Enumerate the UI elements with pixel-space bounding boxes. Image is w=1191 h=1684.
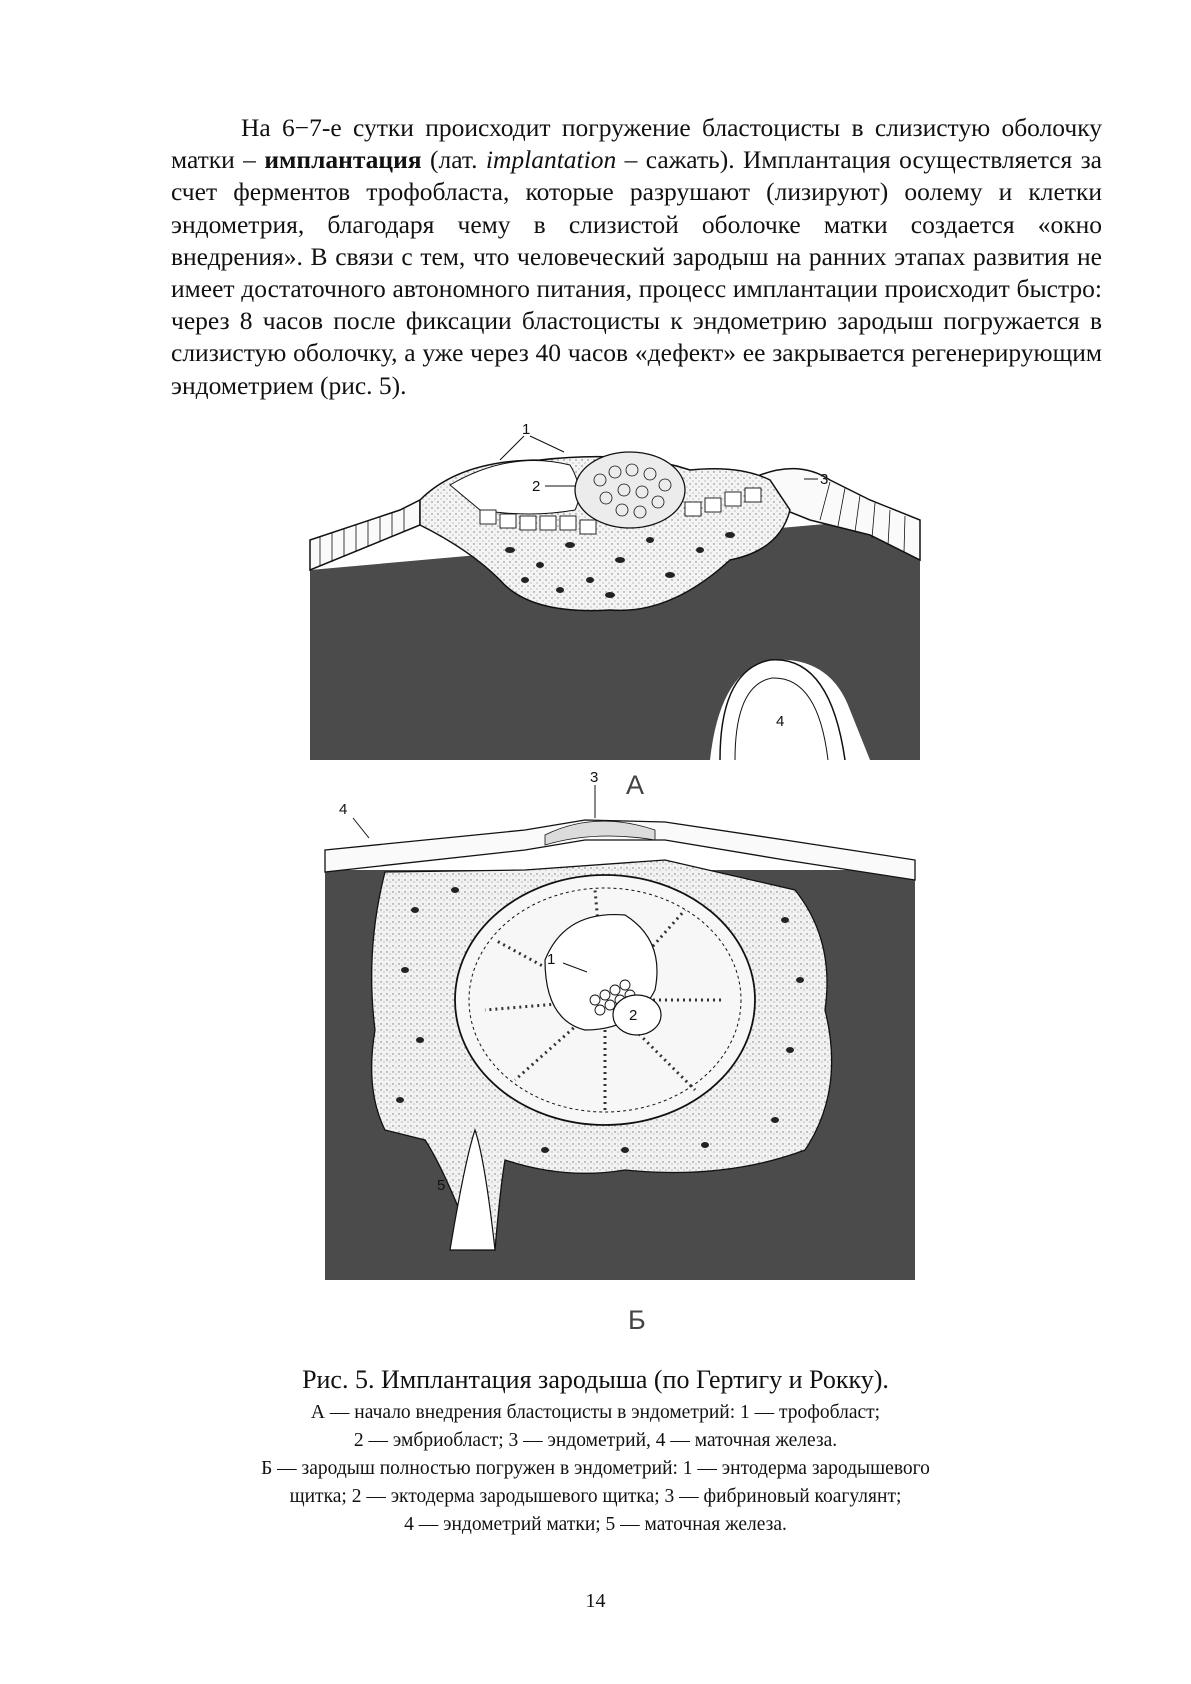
callout-b-5: 5 [437, 1177, 446, 1194]
figure-caption-title: Рис. 5. Имплантация зародыша (по Гертигу и Рокку). [302, 1365, 889, 1394]
callout-b-2: 2 [629, 1007, 638, 1024]
callout-a-4: 4 [776, 713, 785, 730]
paragraph-part-3: – сажать). Имплантация осуществляется за счет ферментов трофобласта, которые разрушают (лизируют) оолему и клетки эндометрия, благодаря чему в слизистой оболочке матки создается «окно внедрения». В связи с тем, что человеческий зародыш на ранних этапах развития не имеет достаточного автономного питания, процесс имплантации происходит быстро: через 8 часов после фиксации бластоцисты к эндометрию зародыш погружается в слизистую оболочку, а уже через 40 часов «дефект» ее закрывается регенерирующим эндометрием (рис. 5). [171, 145, 1102, 400]
latin-term: implantation [485, 145, 617, 175]
caption-line-4: щитка; 2 — эктодерма зародышевого щитка; 3 — фибриновый коагулянт; [289, 1486, 902, 1507]
caption-line-2: 2 — эмбриобласт; 3 — эндометрий, 4 — маточная железа. [353, 1430, 838, 1451]
panel-label-a: А [626, 770, 645, 800]
callout-a-2: 2 [532, 478, 541, 495]
term-implantation: имплантация [264, 145, 422, 175]
panel-label-b: Б [628, 1305, 646, 1335]
body-paragraph [171, 112, 1102, 402]
caption-line-5: 4 — эндометрий матки; 5 — маточная железа. [404, 1514, 787, 1535]
callout-a-1: 1 [522, 421, 531, 438]
callout-b-4: 4 [339, 801, 348, 818]
callout-b-3: 3 [590, 769, 599, 786]
paragraph-part-1: На 6−7-е сутки происходит погружение бластоцисты в слизистую оболочку матки – [171, 113, 1102, 175]
caption-line-3: Б — зародыш полностью погружен в эндометрий: 1 — энтодерма зародышевого [261, 1458, 930, 1479]
paragraph-part-2: (лат. [421, 145, 486, 175]
callout-b-1: 1 [547, 951, 556, 968]
caption-line-1: А — начало внедрения бластоцисты в эндометрий: 1 — трофобласт; [310, 1402, 881, 1423]
callout-a-3: 3 [820, 471, 829, 488]
figure-panel-b [325, 769, 915, 1280]
page-number: 14 [585, 1590, 606, 1612]
figure-panel-a [310, 421, 920, 760]
